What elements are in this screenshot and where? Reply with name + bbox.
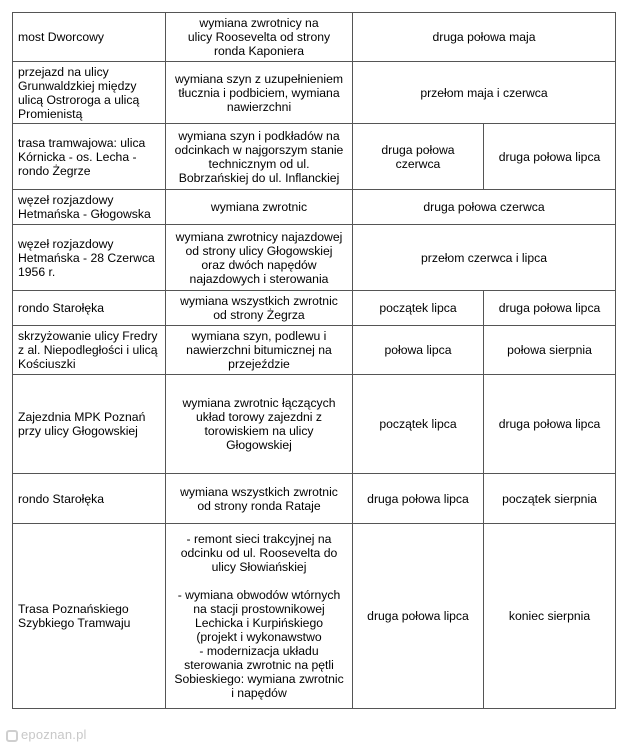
- work-cell: wymiana zwrotnic: [166, 190, 353, 225]
- location-cell: Trasa Poznańskiego Szybkiego Tramwaju: [13, 524, 166, 709]
- table-row: [13, 291, 616, 326]
- watermark: [6, 727, 87, 742]
- table-row: [13, 13, 616, 62]
- table-row: [13, 375, 616, 474]
- watermark-text: epoznan.pl: [21, 727, 87, 742]
- location-cell: rondo Starołęka: [13, 474, 166, 524]
- end-date-cell: koniec sierpnia: [484, 524, 616, 709]
- date-cell: druga połowa maja: [353, 13, 616, 62]
- work-cell: wymiana szyn, podlewu i nawierzchni bitumicznej na przejeździe: [166, 326, 353, 375]
- location-cell: skrzyżowanie ulicy Fredry z al. Niepodległości i ulicą Kościuszki: [13, 326, 166, 375]
- work-cell: wymiana zwrotnic łączących układ torowy zajezdni z torowiskiem na ulicy Głogowskiej: [166, 375, 353, 474]
- table-row: [13, 190, 616, 225]
- start-date-cell: druga połowa lipca: [353, 474, 484, 524]
- work-cell: - remont sieci trakcyjnej na odcinku od ul. Roosevelta do ulicy Słowiańskiej - wymiana obwodów wtórnych na stacji prostownikowej Lechicka i Kurpińskiego (projekt i wykonawstwo - modernizacja układu sterowania zwrotnic na pętli Sobieskiego: wymiana zwrotnic i napędów: [166, 524, 353, 709]
- table-row: [13, 62, 616, 124]
- table-row: [13, 225, 616, 291]
- end-date-cell: połowa sierpnia: [484, 326, 616, 375]
- table-row: [13, 524, 616, 709]
- start-date-cell: początek lipca: [353, 291, 484, 326]
- end-date-cell: druga połowa lipca: [484, 375, 616, 474]
- date-cell: druga połowa czerwca: [353, 190, 616, 225]
- start-date-cell: początek lipca: [353, 375, 484, 474]
- location-cell: rondo Starołęka: [13, 291, 166, 326]
- table-row: [13, 474, 616, 524]
- work-cell: wymiana wszystkich zwrotnic od strony Żegrza: [166, 291, 353, 326]
- work-cell: wymiana zwrotnicy na ulicy Roosevelta od strony ronda Kaponiera: [166, 13, 353, 62]
- schedule-table: [12, 12, 616, 709]
- start-date-cell: druga połowa lipca: [353, 524, 484, 709]
- table-row: [13, 124, 616, 190]
- work-cell: wymiana zwrotnicy najazdowej od strony ulicy Głogowskiej oraz dwóch napędów najazdowych i sterowania: [166, 225, 353, 291]
- location-cell: węzeł rozjazdowy Hetmańska - 28 Czerwca 1956 r.: [13, 225, 166, 291]
- table-row: [13, 326, 616, 375]
- location-cell: trasa tramwajowa: ulica Kórnicka - os. Lecha - rondo Żegrze: [13, 124, 166, 190]
- location-cell: most Dworcowy: [13, 13, 166, 62]
- location-cell: przejazd na ulicy Grunwaldzkiej między ulicą Ostroroga a ulicą Promienistą: [13, 62, 166, 124]
- work-cell: wymiana wszystkich zwrotnic od strony ronda Rataje: [166, 474, 353, 524]
- end-date-cell: druga połowa lipca: [484, 124, 616, 190]
- start-date-cell: połowa lipca: [353, 326, 484, 375]
- start-date-cell: druga połowa czerwca: [353, 124, 484, 190]
- work-cell: wymiana szyn i podkładów na odcinkach w najgorszym stanie technicznym od ul. Bobrzańskiej do ul. Inflanckiej: [166, 124, 353, 190]
- end-date-cell: początek sierpnia: [484, 474, 616, 524]
- location-cell: węzeł rozjazdowy Hetmańska - Głogowska: [13, 190, 166, 225]
- location-cell: Zajezdnia MPK Poznań przy ulicy Głogowskiej: [13, 375, 166, 474]
- date-cell: przełom maja i czerwca: [353, 62, 616, 124]
- end-date-cell: druga połowa lipca: [484, 291, 616, 326]
- logo-icon: [6, 730, 18, 742]
- work-cell: wymiana szyn z uzupełnieniem tłucznia i podbiciem, wymiana nawierzchni: [166, 62, 353, 124]
- date-cell: przełom czerwca i lipca: [353, 225, 616, 291]
